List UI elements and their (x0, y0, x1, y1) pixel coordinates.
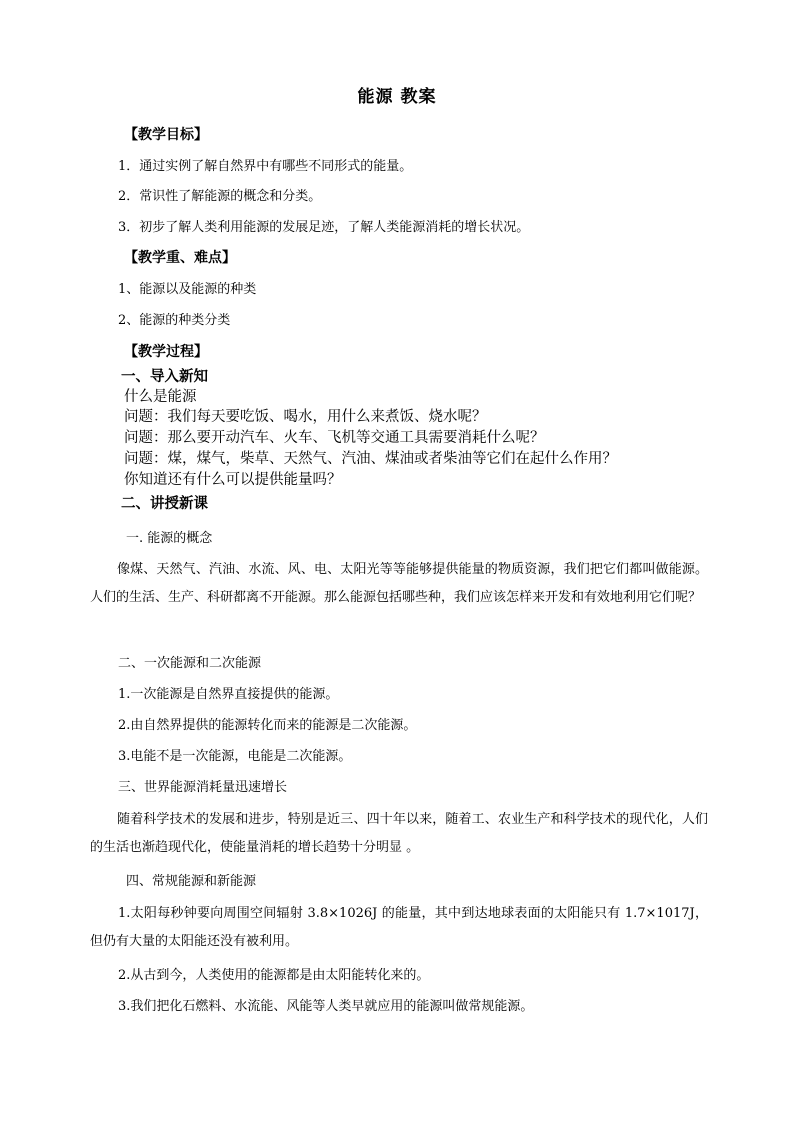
section2-heading: 二、一次能源和二次能源 (118, 656, 262, 671)
part1-line-4: 问题：煤，煤气，柴草、天然气、汽油、煤油或者柴油等它们在起什么作用？ (124, 451, 617, 467)
part1-line-1: 什么是能源 (124, 389, 197, 405)
key-point-item-2: 2、能源的种类分类 (118, 313, 231, 328)
objective-item-3: 3．初步了解人类利用能源的发展足迹，了解人类能源消耗的增长状况。 (118, 220, 530, 235)
section3-paragraph: 随着科学技术的发展和进步，特别是近三、四十年以来，随着工、农业生产和科学技术的现代化，人们的生活也渐趋现代化，使能量消耗的增长趋势十分明显 。 (90, 812, 708, 855)
part1-line-2: 问题：我们每天要吃饭、喝水，用什么来煮饭、烧水呢？ (124, 409, 487, 425)
key-points-heading: 【教学重、难点】 (124, 250, 236, 266)
section1-paragraph: 像煤、天然气、汽油、水流、风、电、太阳光等等能够提供能量的物质资源，我们把它们都叫做能源。人们的生活、生产、科研都离不开能源。那么能源包括哪些种，我们应该怎样来开发和有效地利用它们呢？ (90, 562, 708, 605)
process-heading: 【教学过程】 (124, 344, 208, 360)
objectives-heading: 【教学目标】 (124, 127, 208, 143)
key-point-item-1: 1、能源以及能源的种类 (118, 282, 257, 297)
section4-item-3: 3.我们把化石燃料、水流能、风能等人类早就应用的能源叫做常规能源。 (118, 999, 534, 1014)
section4-heading: 四、常规能源和新能源 (126, 874, 257, 889)
section1-heading: 一. 能源的概念 (126, 531, 213, 546)
document-title: 能源 教案 (357, 87, 437, 107)
section4-item-2: 2.从古到今，人类使用的能源都是由太阳能转化来的。 (118, 968, 430, 983)
objective-item-2: 2．常识性了解能源的概念和分类。 (118, 189, 322, 204)
part1-line-5: 你知道还有什么可以提供能量吗？ (124, 472, 342, 488)
section2-item-3: 3.电能不是一次能源，电能是二次能源。 (118, 749, 352, 764)
section2-item-2: 2.由自然界提供的能源转化而来的能源是二次能源。 (118, 718, 417, 733)
part1-line-3: 问题：那么要开动汽车、火车、飞机等交通工具需要消耗什么呢？ (124, 430, 545, 446)
section4-paragraph-1: 1.太阳每秒钟要向周围空间辐射 3.8×1026J 的能量，其中到达地球表面的太阳能只有 1.7×1017J，但仍有大量的太阳能还没有被利用。 (90, 906, 708, 949)
objective-item-1: 1．通过实例了解自然界中有哪些不同形式的能量。 (118, 159, 413, 174)
part1-heading: 一、导入新知 (121, 368, 208, 385)
section3-heading: 三、世界能源消耗量迅速增长 (118, 780, 288, 795)
section2-item-1: 1.一次能源是自然界直接提供的能源。 (118, 687, 339, 702)
part2-heading: 二、讲授新课 (121, 495, 208, 512)
